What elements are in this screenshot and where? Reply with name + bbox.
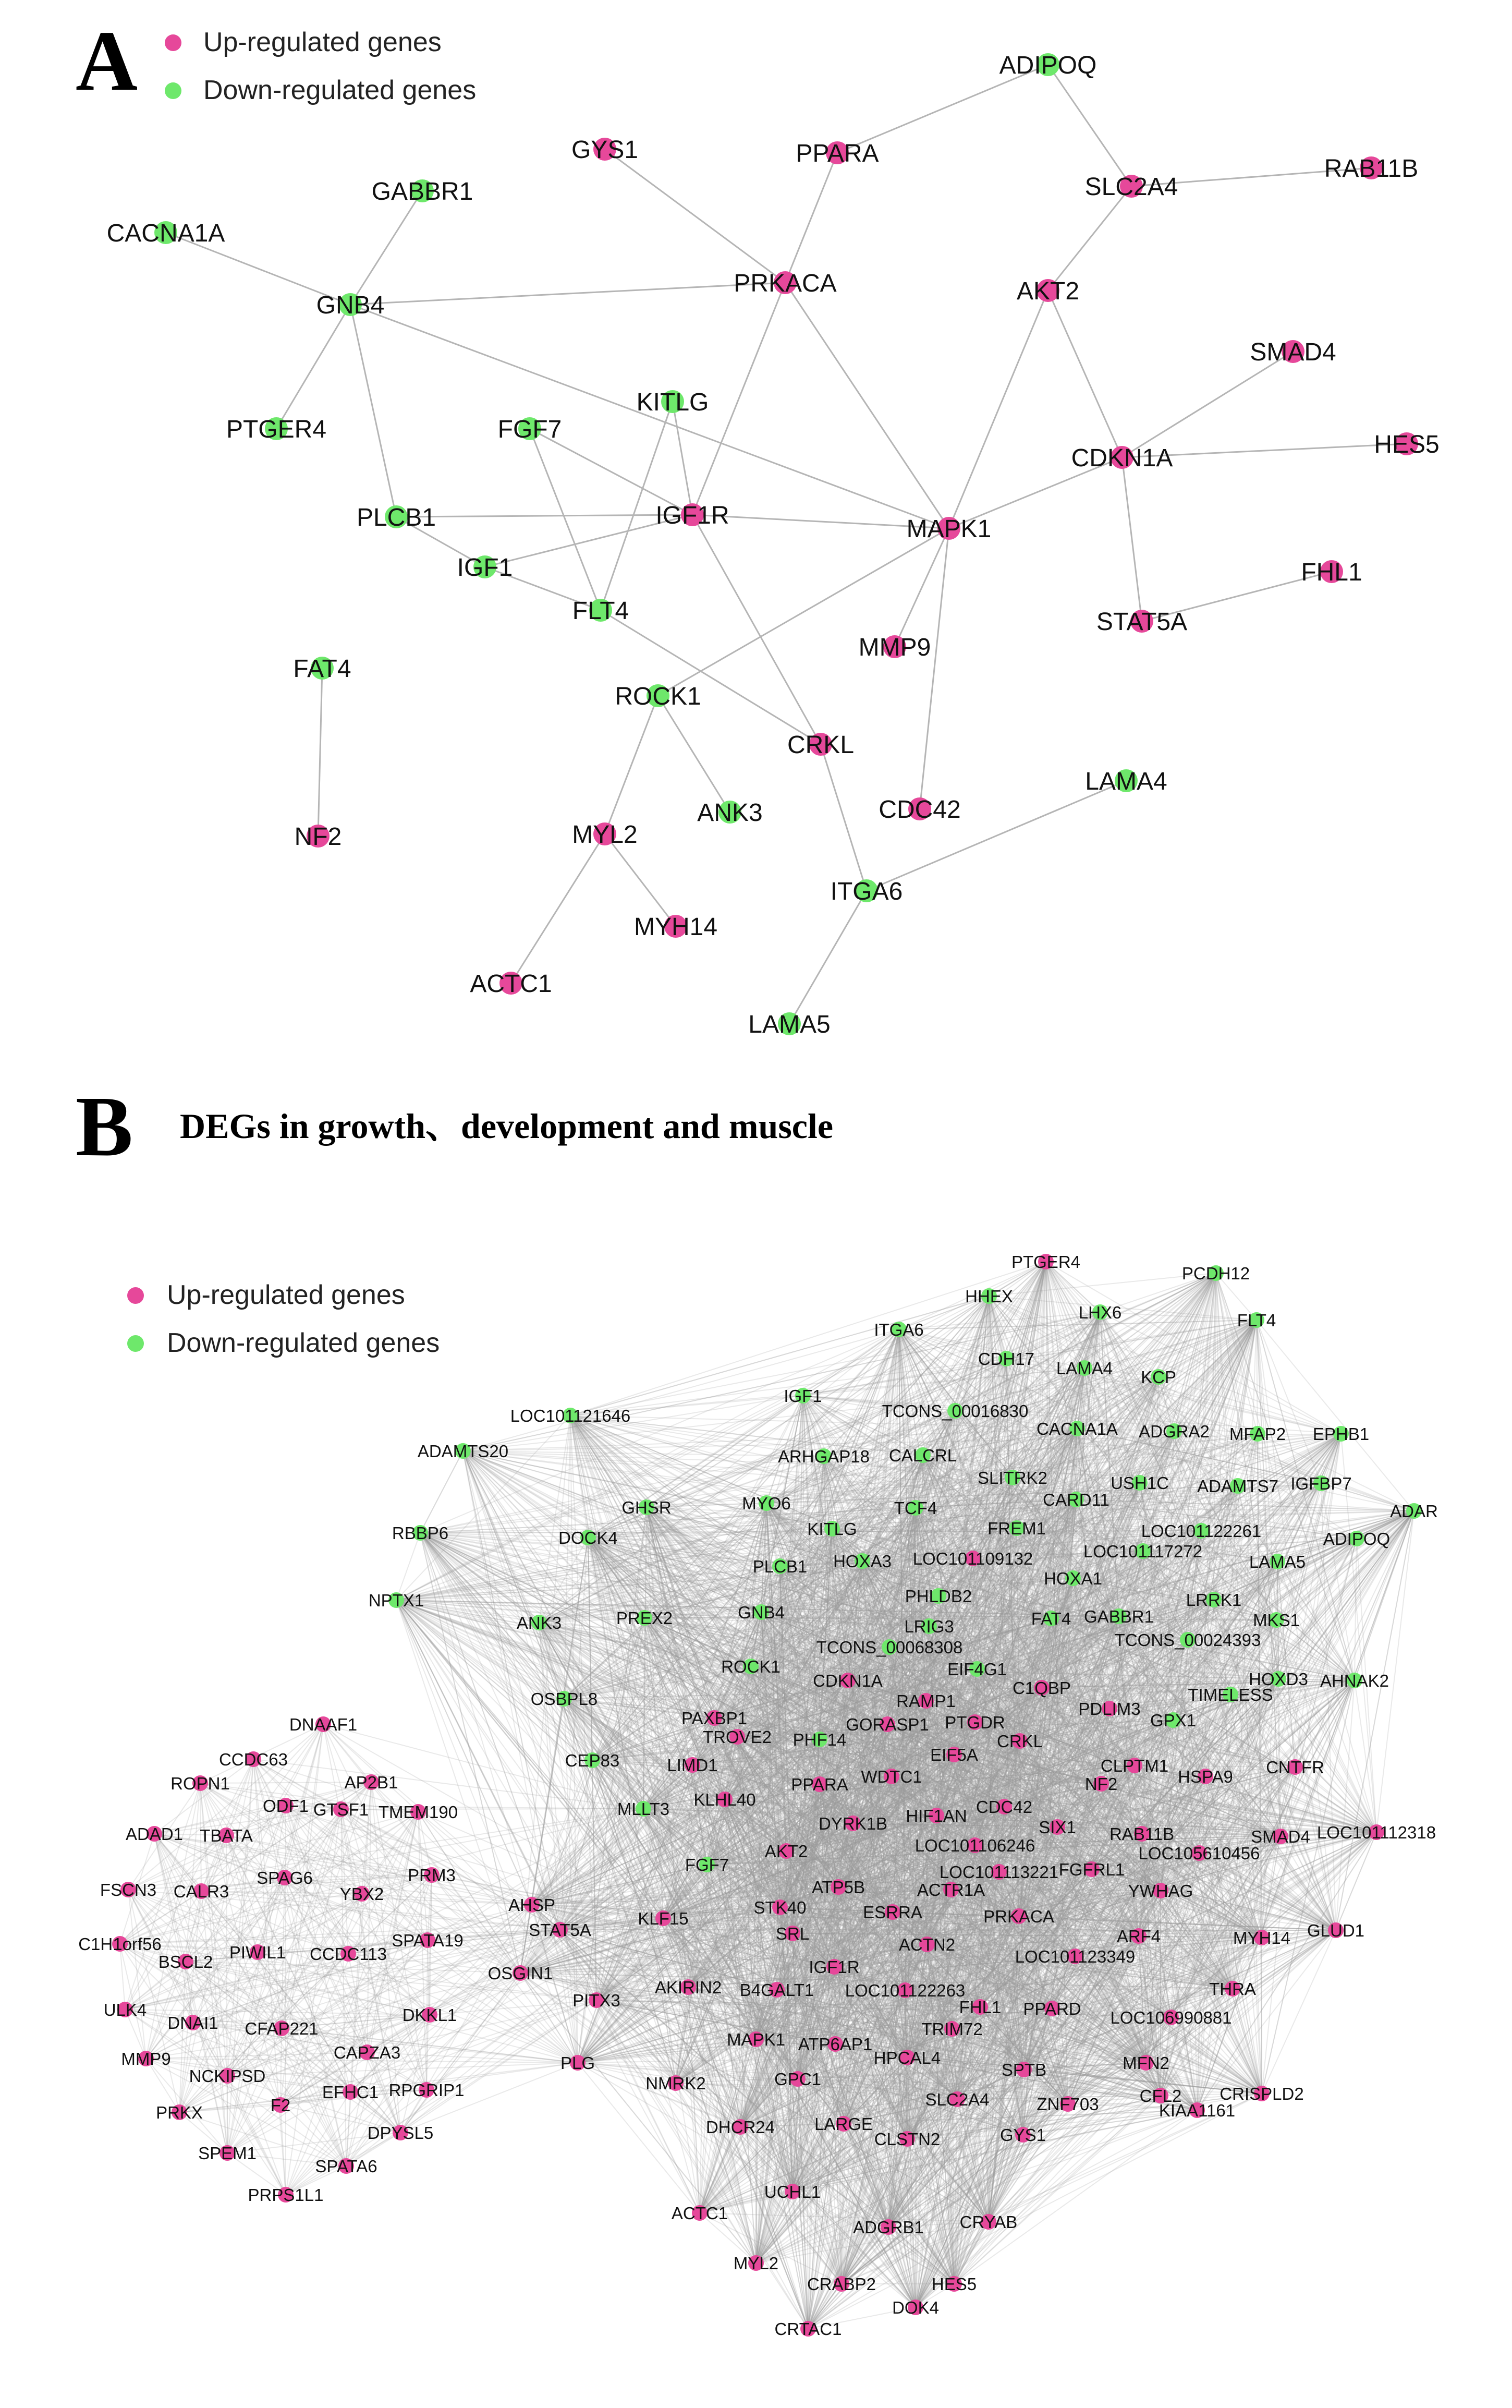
- node-label-mapk1: MAPK1: [906, 515, 992, 543]
- node-label-fat4: FAT4: [293, 655, 351, 683]
- node-akt2: [1017, 277, 1079, 305]
- node-hes5: [1374, 431, 1439, 458]
- node-label-fgf7: FGF7: [497, 416, 562, 443]
- node-gys1: [571, 136, 638, 164]
- node-label-gnb4: GNB4: [316, 292, 385, 319]
- node-label-stat5a: STAT5A: [1096, 608, 1188, 636]
- legend-a-up-label: Up-regulated genes: [203, 27, 442, 57]
- node-ppara: [796, 140, 879, 167]
- node-label-ppara: PPARA: [796, 140, 879, 167]
- node-label-cdkn1a: CDKN1A: [1071, 444, 1173, 472]
- legend-a-down-label: Down-regulated genes: [203, 75, 477, 105]
- node-fgf7: [498, 416, 562, 443]
- node-label-ptger4: PTGER4: [226, 416, 327, 443]
- node-rab11b: [1324, 155, 1419, 183]
- node-label-cacna1a: CACNA1A: [106, 220, 225, 247]
- node-igf1r: [655, 502, 729, 529]
- node-label-actc1: ACTC1: [470, 970, 552, 998]
- node-label-kitlg: KITLG: [636, 389, 709, 416]
- node-label-flt4: FLT4: [572, 597, 629, 625]
- node-igf1: [457, 554, 513, 582]
- node-label-lama5: LAMA5: [748, 1011, 831, 1038]
- node-label-smad4: SMAD4: [1250, 338, 1336, 366]
- node-label-prkaca: PRKACA: [734, 270, 837, 297]
- node-label-cdc42: CDC42: [879, 796, 961, 824]
- node-adipoq: [999, 52, 1097, 79]
- panel-b-letter: B: [76, 1079, 133, 1174]
- node-fat4: [293, 655, 351, 683]
- node-label-mmp9: MMP9: [858, 634, 931, 661]
- node-lama5: [748, 1011, 830, 1038]
- node-label-myl2: MYL2: [572, 821, 638, 849]
- node-fhl1: [1301, 559, 1362, 586]
- node-label-plcb1: PLCB1: [356, 504, 436, 531]
- node-gabbr1: [372, 178, 473, 205]
- node-rock1: [615, 683, 701, 710]
- node-label-itga6: ITGA6: [830, 878, 903, 905]
- legend-b-down-marker: [127, 1335, 144, 1352]
- node-nf2: [295, 823, 342, 851]
- node-lama4: [1085, 768, 1167, 795]
- node-stat5a: [1096, 608, 1187, 636]
- node-label-akt2: AKT2: [1016, 277, 1080, 305]
- node-label-gys1: GYS1: [571, 136, 639, 164]
- node-label-crkl: CRKL: [787, 731, 855, 759]
- node-label-igf1r: IGF1R: [655, 502, 729, 529]
- node-kitlg: [637, 389, 709, 416]
- node-ptger4: [226, 416, 326, 443]
- legend-a-down-marker: [165, 82, 181, 99]
- node-smad4: [1250, 338, 1336, 366]
- node-gnb4: [316, 292, 385, 319]
- node-label-adipoq: ADIPOQ: [999, 52, 1097, 79]
- node-label-myh14: MYH14: [633, 913, 718, 941]
- node-mapk1: [907, 515, 992, 543]
- node-mmp9: [859, 634, 931, 661]
- node-label-igf1: IGF1: [457, 554, 513, 582]
- node-flt4: [572, 597, 629, 625]
- node-label-ank3: ANK3: [697, 799, 763, 827]
- node-plcb1: [357, 504, 436, 531]
- node-label-nf2: NF2: [294, 823, 342, 851]
- node-ank3: [697, 799, 762, 827]
- legend-a-up-marker: [165, 34, 181, 51]
- node-label-gabbr1: GABBR1: [371, 178, 473, 205]
- node-cacna1a: [107, 220, 225, 247]
- node-label-rock1: ROCK1: [615, 683, 701, 710]
- node-label-fhl1: FHL1: [1301, 559, 1362, 586]
- panel-a-letter: A: [76, 13, 138, 108]
- node-label-lama4: LAMA4: [1085, 768, 1167, 795]
- node-prkaca: [734, 270, 836, 297]
- node-label-rab11b: RAB11B: [1324, 155, 1419, 183]
- node-label-slc2a4: SLC2A4: [1084, 173, 1178, 201]
- legend-b-up-marker: [127, 1287, 144, 1304]
- legend-b-up-label: Up-regulated genes: [167, 1280, 405, 1310]
- node-slc2a4: [1085, 173, 1178, 201]
- panel-b-title: DEGs in growth、development and muscle: [180, 1106, 834, 1146]
- node-actc1: [470, 970, 552, 998]
- node-myh14: [634, 913, 717, 941]
- node-itga6: [831, 878, 903, 905]
- node-myl2: [572, 821, 637, 849]
- node-cdkn1a: [1071, 444, 1173, 472]
- node-crkl: [787, 731, 854, 759]
- node-cdc42: [879, 796, 960, 824]
- legend-b-down-label: Down-regulated genes: [167, 1328, 440, 1358]
- node-label-hes5: HES5: [1374, 431, 1440, 458]
